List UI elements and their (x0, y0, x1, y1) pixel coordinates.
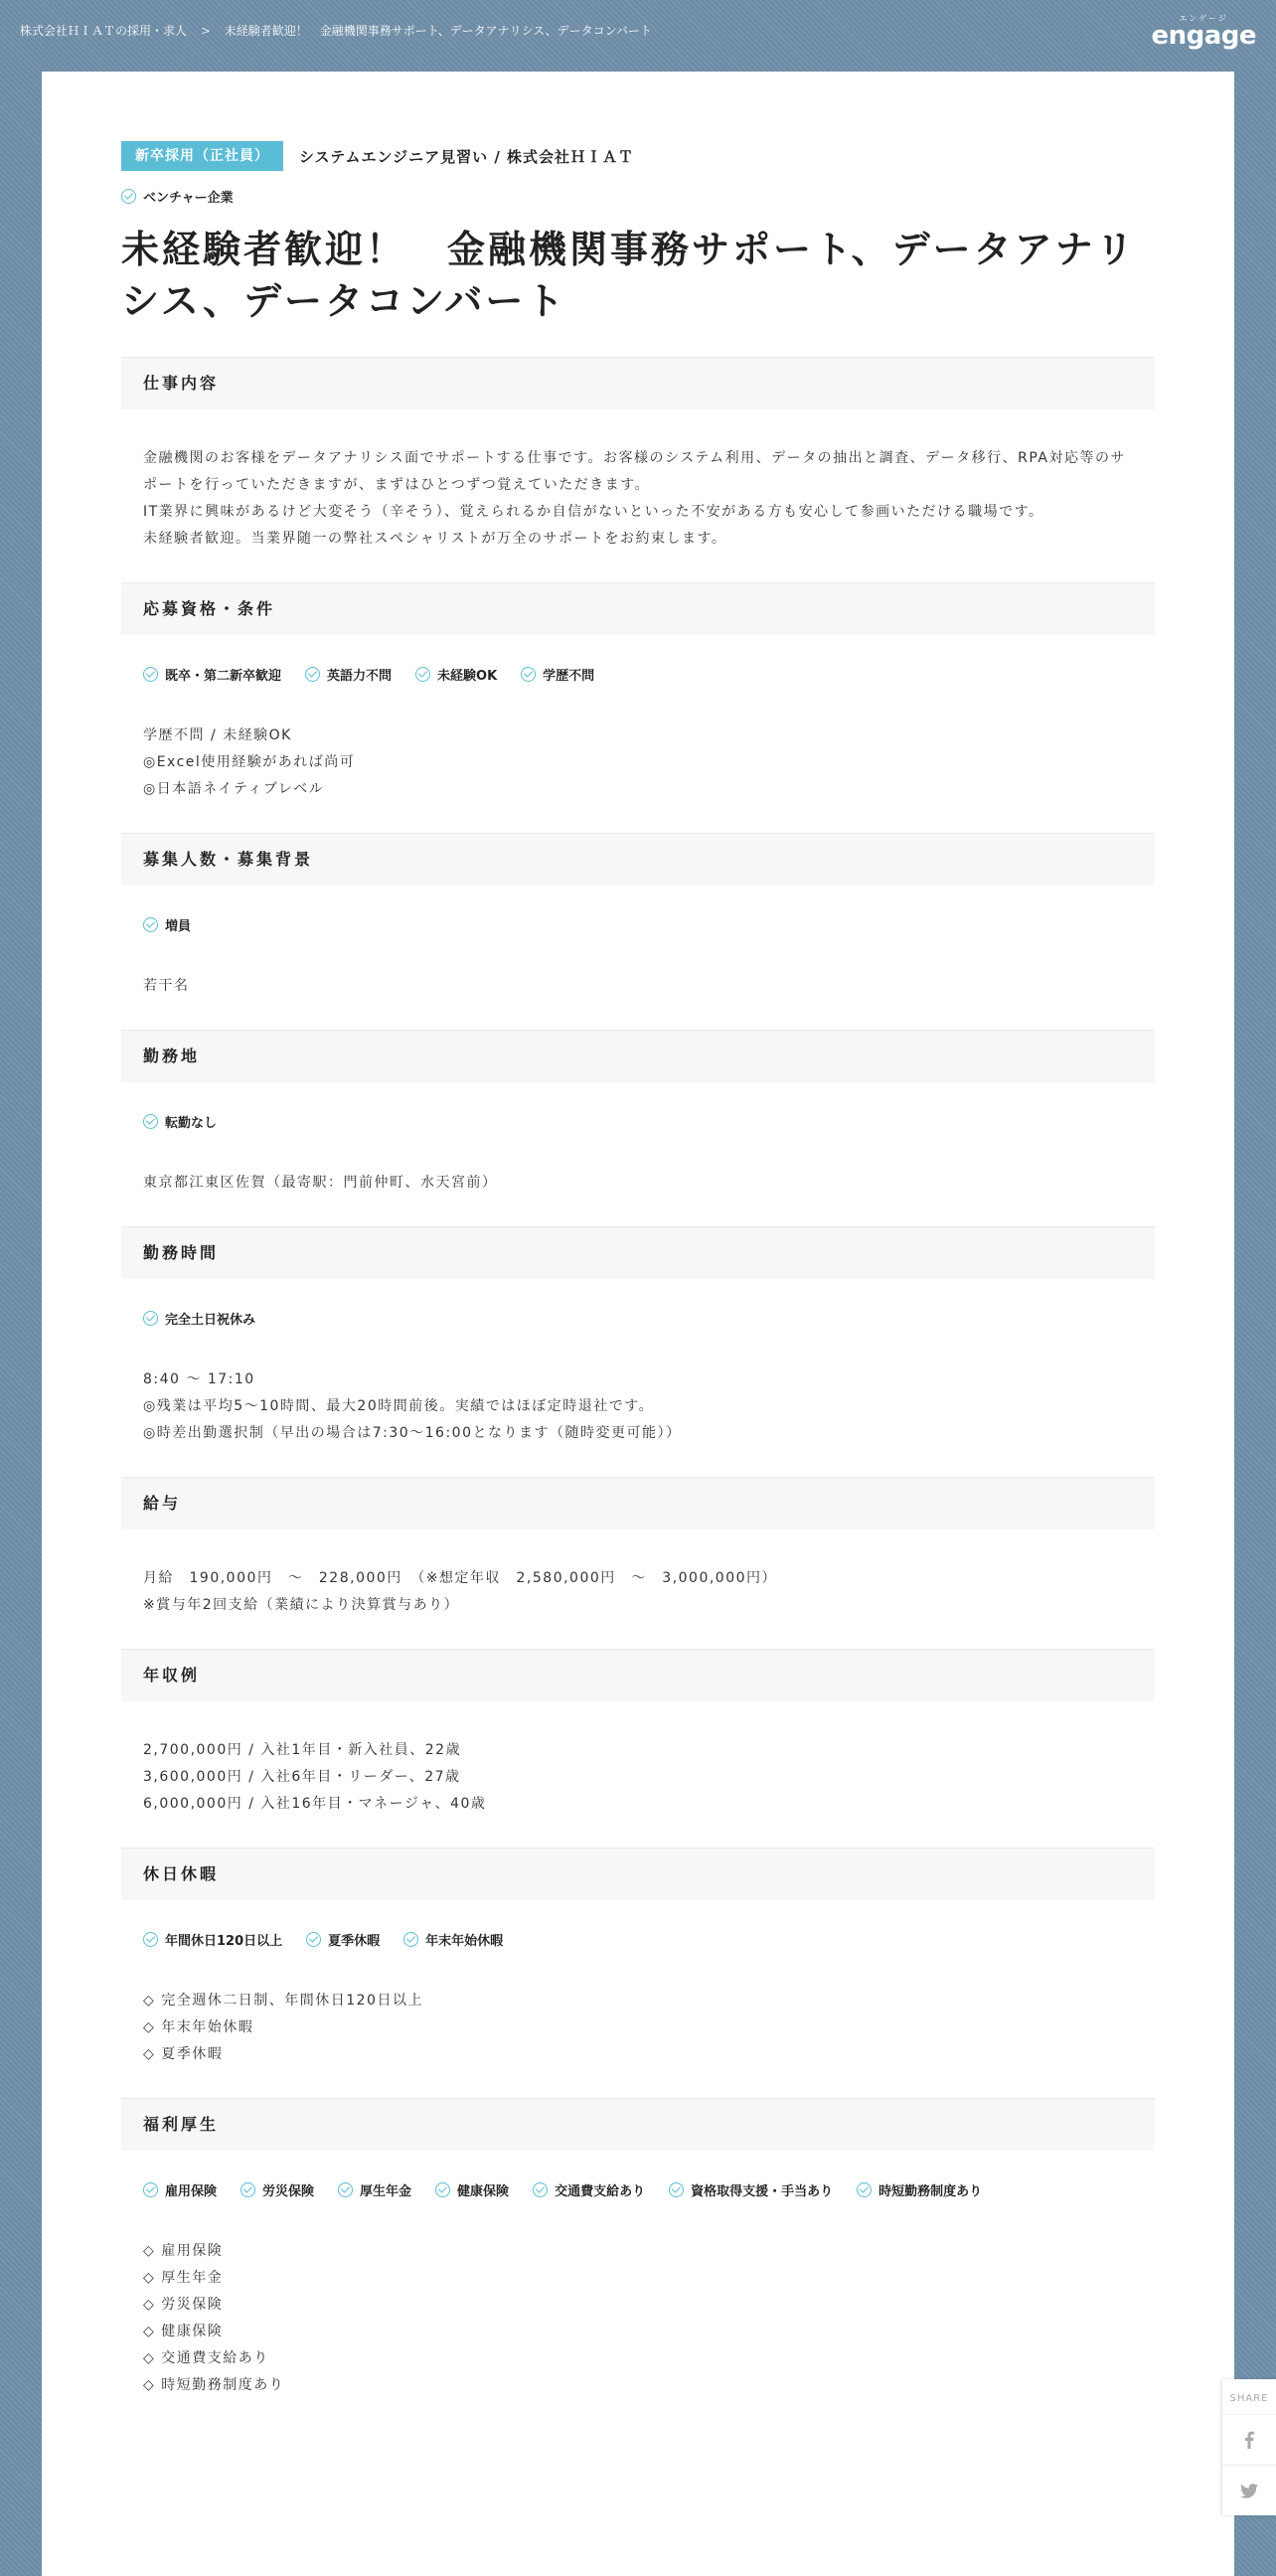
check-icon (121, 189, 136, 204)
tag-list (143, 1928, 1133, 1950)
section-text (143, 1737, 1133, 1818)
section-body (121, 445, 1155, 553)
tag-label: 学歴不問 (543, 668, 595, 684)
text-line: ◇ 雇用保険 (143, 2243, 224, 2259)
job-content (121, 141, 1155, 2399)
company-line: システムエンジニア見習い / 株式会社ＨＩＡＴ (299, 147, 635, 166)
tag-label: 労災保険 (262, 2183, 315, 2199)
text-line: ◎Excel使用経験があれば尚可 (143, 754, 356, 770)
text-line: 未経験者歓迎。当業界随一の弊社スペシャリストが万全のサポートをお約束します。 (143, 531, 727, 547)
job-section (121, 833, 1155, 1000)
section-text (143, 723, 1133, 803)
check-icon (240, 2182, 255, 2197)
check-icon (857, 2182, 872, 2197)
engage-logo[interactable] (1151, 14, 1256, 51)
section-text (143, 1988, 1133, 2068)
share-label: SHARE (1229, 2393, 1269, 2404)
tag-list (143, 1307, 1133, 1329)
feature-tag (415, 665, 497, 684)
feature-tag (240, 2180, 314, 2199)
section-body (121, 1565, 1155, 1619)
feature-tag (669, 2180, 833, 2199)
breadcrumb-company-link[interactable]: 株式会社ＨＩＡＴの採用・求人 (20, 24, 188, 38)
section-text (143, 1170, 1133, 1197)
text-line: 2,700,000円 / 入社1年目・新入社員、22歳 (143, 1742, 462, 1758)
twitter-icon (1240, 2484, 1258, 2498)
feature-tag (338, 2180, 411, 2199)
tag-label: 年末年始休暇 (425, 1933, 504, 1949)
text-line: ◇ 厚生年金 (143, 2270, 224, 2286)
share-panel (1222, 2379, 1276, 2515)
section-heading: 募集人数・募集背景 (121, 833, 1155, 886)
check-icon (143, 917, 158, 932)
section-heading: 福利厚生 (121, 2098, 1155, 2151)
check-icon (143, 1114, 158, 1129)
section-heading: 勤務時間 (121, 1226, 1155, 1279)
tag-list (143, 1110, 1133, 1132)
text-line: 金融機関のお客様をデータアナリシス面でサポートする仕事です。お客様のシステム利用、データの抽出と調査、データ移行、RPA対応等のサポートを行っていただきますが、まずはひとつずつ覚えていただきます。 (143, 450, 1126, 493)
breadcrumb-current: 未経験者歓迎！ 金融機関事務サポート、データアナリシス、データコンバート (224, 24, 652, 38)
tag-list (143, 663, 1133, 685)
tag-label: 転勤なし (165, 1115, 218, 1131)
text-line: ◇ 健康保険 (143, 2324, 224, 2339)
job-section (121, 1649, 1155, 1818)
section-text (143, 973, 1133, 1000)
section-body (121, 2178, 1155, 2399)
section-body (121, 1110, 1155, 1197)
text-line: 東京都江東区佐賀（最寄駅：門前仲町、水天宮前） (143, 1175, 498, 1191)
check-icon (403, 1932, 418, 1947)
tag-label: 夏季休暇 (328, 1933, 381, 1949)
text-line: ◇ 交通費支給あり (143, 2350, 269, 2366)
text-line: IT業界に興味があるけど大変そう（辛そう）、覚えられるか自信がないといった不安がある方も安心して参画いただける職場です。 (143, 504, 1044, 520)
feature-label: ベンチャー企業 (143, 191, 234, 206)
check-icon (338, 2182, 353, 2197)
tag-list (143, 913, 1133, 935)
feature-tag (143, 1112, 217, 1131)
section-heading: 年収例 (121, 1649, 1155, 1701)
section-text (143, 1367, 1133, 1447)
text-line: ◎残業は平均5～10時間、最大20時間前後。実績ではほぼ定時退社です。 (143, 1398, 655, 1414)
logo-word: engage (1151, 21, 1256, 51)
tag-label: 既卒・第二新卒歓迎 (165, 668, 282, 684)
feature-tag (143, 1309, 255, 1328)
check-icon (435, 2182, 450, 2197)
breadcrumb-separator: > (200, 24, 211, 38)
section-heading: 休日休暇 (121, 1848, 1155, 1900)
facebook-icon (1244, 2431, 1254, 2449)
tag-label: 時短勤務制度あり (878, 2183, 983, 2199)
section-heading: 仕事内容 (121, 357, 1155, 409)
tag-label: 増員 (165, 918, 192, 934)
job-section (121, 1477, 1155, 1619)
text-line: ◇ 労災保険 (143, 2297, 224, 2313)
text-line: 6,000,000円 / 入社16年目・マネージャ、40歳 (143, 1796, 487, 1812)
section-body (121, 913, 1155, 1000)
top-bar (0, 0, 1276, 60)
tag-label: 雇用保険 (165, 2183, 218, 2199)
section-text (143, 2238, 1133, 2399)
logo-kana: エンゲージ (1179, 14, 1229, 23)
feature-tag (435, 2180, 509, 2199)
section-text (143, 445, 1133, 553)
check-icon (143, 1932, 158, 1947)
text-line: ◎日本語ネイティブレベル (143, 781, 325, 797)
section-body (121, 1307, 1155, 1447)
check-icon (533, 2182, 548, 2197)
tag-label: 完全土日祝休み (165, 1312, 256, 1328)
tag-label: 健康保険 (457, 2183, 510, 2199)
section-body (121, 1737, 1155, 1818)
tag-label: 資格取得支援・手当あり (691, 2183, 834, 2199)
text-line: ◇ 夏季休暇 (143, 2046, 224, 2062)
feature-tag (403, 1930, 503, 1949)
check-icon (143, 1311, 158, 1326)
feature-tag (521, 665, 594, 684)
feature-tag (143, 665, 281, 684)
text-line: 月給 190,000円 ～ 228,000円 （※想定年収 2,580,000円 ～ 3,000,000円） (143, 1570, 778, 1586)
check-icon (143, 2182, 158, 2197)
page-title: 未経験者歓迎！ 金融機関事務サポート、データアナリシス、データコンバート (121, 228, 1137, 323)
job-section (121, 1848, 1155, 2068)
employment-type-badge: 新卒採用（正社員） (121, 141, 283, 171)
job-card (42, 72, 1234, 2576)
job-meta (121, 141, 1155, 171)
tag-label: 英語力不問 (327, 668, 393, 684)
text-line: 学歴不問 / 未経験OK (143, 727, 292, 743)
section-heading: 給与 (121, 1477, 1155, 1530)
job-sections (121, 357, 1155, 2399)
check-icon (415, 667, 430, 682)
check-icon (305, 667, 320, 682)
section-body (121, 663, 1155, 803)
job-section (121, 1030, 1155, 1197)
feature-tag (143, 2180, 217, 2199)
feature-tag (533, 2180, 645, 2199)
job-section (121, 2098, 1155, 2399)
feature-tag (305, 665, 392, 684)
tag-list (143, 2178, 1133, 2200)
section-heading: 勤務地 (121, 1030, 1155, 1082)
section-body (121, 1928, 1155, 2068)
section-heading: 応募資格・条件 (121, 582, 1155, 635)
text-line: ◇ 年末年始休暇 (143, 2019, 254, 2035)
text-line: 3,600,000円 / 入社6年目・リーダー、27歳 (143, 1769, 461, 1785)
feature-tag (306, 1930, 380, 1949)
text-line: ※賞与年2回支給（業績により決算賞与あり） (143, 1597, 460, 1613)
text-line: 若干名 (143, 978, 190, 994)
facebook-share-button[interactable] (1222, 2414, 1276, 2465)
tag-label: 交通費支給あり (555, 2183, 646, 2199)
check-icon (306, 1932, 321, 1947)
tag-label: 厚生年金 (360, 2183, 412, 2199)
section-text (143, 1565, 1133, 1619)
breadcrumb (20, 22, 652, 39)
feature-tag (121, 187, 1155, 206)
feature-tag (143, 1930, 282, 1949)
tag-label: 年間休日120日以上 (165, 1933, 283, 1949)
job-section (121, 357, 1155, 553)
text-line: ◇ 完全週休二日制、年間休日120日以上 (143, 1993, 423, 2009)
check-icon (521, 667, 536, 682)
job-section (121, 1226, 1155, 1447)
twitter-share-button[interactable] (1222, 2465, 1276, 2515)
text-line: ◇ 時短勤務制度あり (143, 2377, 285, 2393)
check-icon (669, 2182, 684, 2197)
text-line: 8:40 ～ 17:10 (143, 1371, 255, 1387)
job-section (121, 582, 1155, 803)
feature-tag (857, 2180, 982, 2199)
text-line: ◎時差出勤選択制（早出の場合は7:30～16:00となります（随時変更可能）） (143, 1425, 682, 1441)
feature-tag (143, 915, 191, 934)
check-icon (143, 667, 158, 682)
tag-label: 未経験OK (437, 668, 498, 684)
